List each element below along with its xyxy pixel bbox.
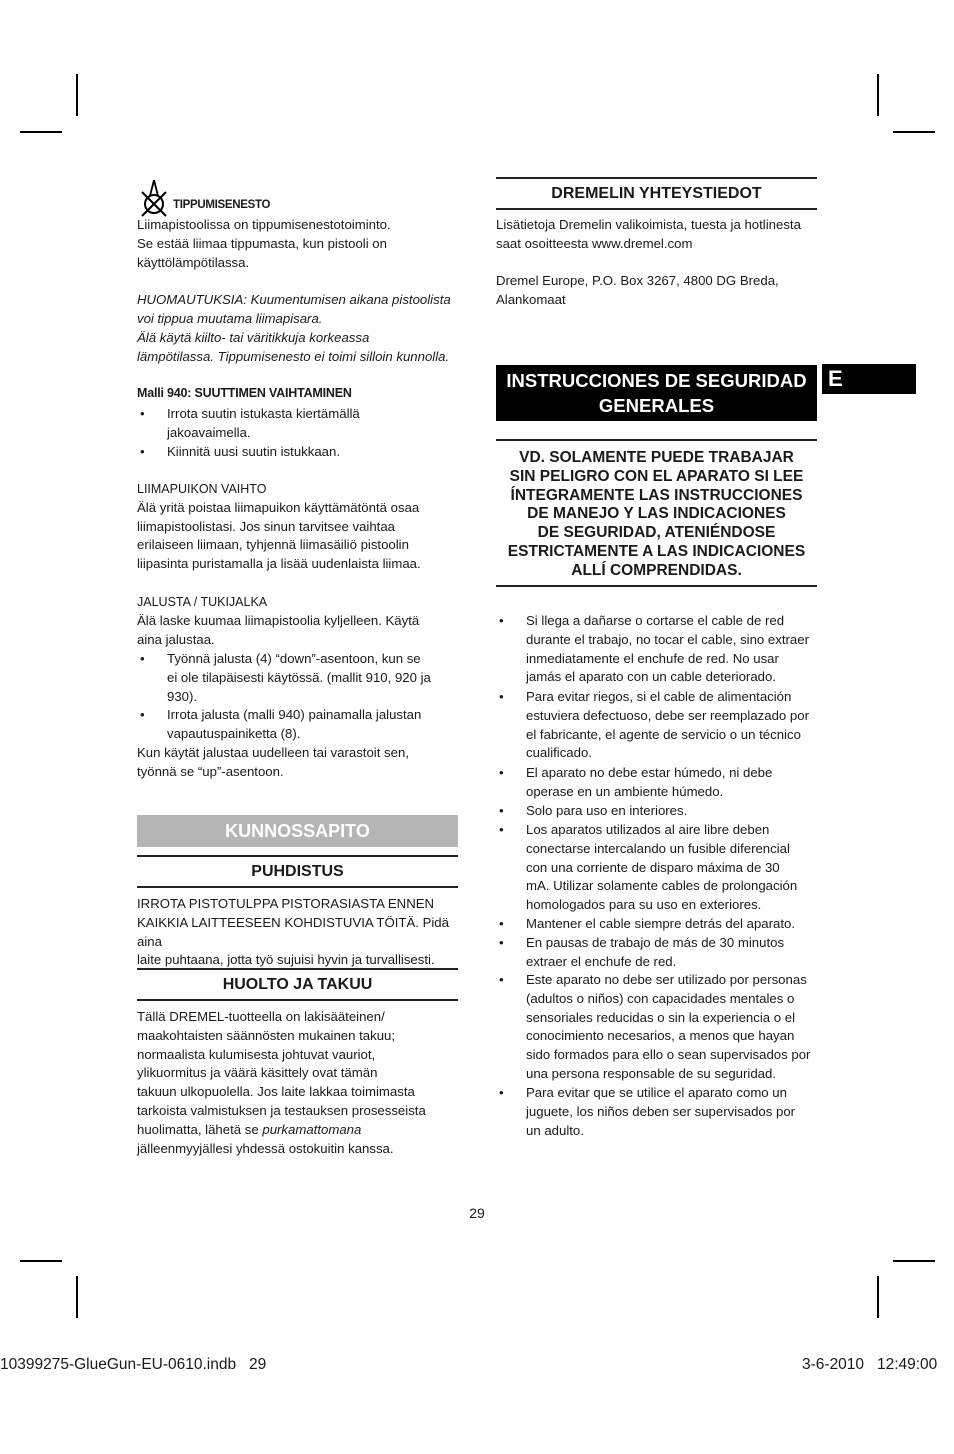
divider	[496, 177, 817, 179]
text-line: huolimatta, lähetä se purkamattomana	[137, 1121, 362, 1137]
huolto-heading: HUOLTO JA TAKUU	[222, 976, 373, 993]
text-line: erilaiseen liimaan, tyhjennä liimasäiliö pistoolin	[137, 537, 409, 553]
divider	[496, 585, 817, 587]
jalusta-text	[137, 593, 467, 649]
text-line: käyttölämpötilassa.	[137, 254, 250, 270]
divider	[137, 968, 458, 970]
text-line: tarkoista valmistuksen ja testauksen prosesseista	[137, 1102, 426, 1118]
list-item: • Este aparato no debe ser utilizado por personas (adultos o niños) con capacidades mentales o sensoriales reducidas o sin la experiencia o el conocimiento necesarios, a menos que hayan sido formados para ello o sean supervisados por una persona responsable de su seguridad.	[499, 972, 811, 1081]
list-item: • Para evitar riegos, si el cable de alimentación estuviera defectuoso, debe ser reemplazado por el fabricante, el agente de servicio o un técnico cualificado.	[499, 689, 809, 761]
puhdistus-text	[137, 895, 467, 970]
no-drip-icon	[139, 176, 169, 218]
instrucciones-heading	[496, 365, 817, 421]
jalusta-after	[137, 744, 467, 782]
language-tab	[822, 364, 916, 394]
note-line: lämpötilassa. Tippumisenesto ei toimi silloin kunnolla.	[137, 348, 450, 364]
list-item: • El aparato no debe estar húmedo, ni debe operase en un ambiente húmedo.	[499, 765, 773, 799]
text-line: maakohtaisten säännösten mukainen takuu;	[137, 1027, 396, 1043]
text-line: aina jalustaa.	[137, 631, 215, 647]
text-line: Älä yritä poistaa liimapuikon käyttämätöntä osaa	[137, 499, 420, 515]
crop-mark	[893, 131, 935, 133]
text-line: liipasinta puristamalla ja lisää uudenlaista liimaa.	[137, 556, 421, 572]
divider	[137, 999, 458, 1001]
text-line: Se estää liimaa tippumasta, kun pistooli on	[137, 235, 387, 251]
malli-title: Malli 940: SUUTTIMEN VAIHTAMINEN	[137, 386, 352, 400]
text-line: liimapistoolistasi. Jos sinun tarvitsee vaihtaa	[137, 518, 396, 534]
kunnossapito-heading: KUNNOSSAPITO	[137, 815, 458, 847]
list-item: • Irrota jalusta (malli 940) painamalla jalustan vapautuspainiketta (8).	[140, 707, 422, 741]
tippu-title: TIPPUMISENESTO	[173, 199, 271, 211]
text-line: laite puhtaana, jotta työ sujuisi hyvin ja turvallisesti.	[137, 952, 435, 968]
text-line: Lisätietoja Dremelin valikoimista, tuesta ja hotlinesta	[496, 217, 801, 232]
text-line: IRROTA PISTOTULPPA PISTORASIASTA ENNEN	[137, 896, 435, 911]
warning-line: VD. SOLAMENTE PUEDE TRABAJAR	[519, 449, 794, 466]
list-item: • Solo para uso en interiores.	[499, 803, 688, 818]
divider	[137, 886, 458, 888]
warning-line: DE MANEJO Y LAS INDICACIONES	[527, 505, 786, 523]
crop-mark	[20, 131, 62, 133]
warning-line: ALLÍ COMPRENDIDAS.	[571, 561, 742, 579]
footer-date: 3-6-2010 12:49:00	[802, 1356, 938, 1373]
note-line: HUOMAUTUKSIA: Kuumentumisen aikana pistoolista	[137, 292, 451, 308]
list-item: • En pausas de trabajo de más de 30 minutos extraer el enchufe de red.	[499, 935, 785, 969]
list-item: • Irrota suutin istukasta kiertämällä jakoavaimella.	[140, 406, 360, 440]
divider	[496, 439, 817, 441]
liima-title: LIIMAPUIKON VAIHTO	[137, 482, 267, 496]
divider	[496, 208, 817, 210]
language-tab-label: E	[828, 366, 843, 391]
text-line: Dremel Europe, P.O. Box 3267, 4800 DG Breda,	[496, 273, 779, 289]
heading-line: GENERALES	[598, 395, 715, 416]
text-line: jälleenmyyjällesi yhdessä ostokuitin kanssa.	[137, 1140, 394, 1156]
footer-file: 10399275-GlueGun-EU-0610.indb 29	[0, 1356, 267, 1373]
crop-mark	[877, 1276, 879, 1318]
warning-line: ESTRICTAMENTE A LAS INDICACIONES	[507, 542, 806, 560]
heading-line: INSTRUCCIONES DE SEGURIDAD	[506, 370, 807, 391]
crop-mark	[20, 1260, 62, 1262]
text-line: työnnä se “up”-asentoon.	[137, 763, 284, 779]
text-line: Alankomaat	[496, 292, 566, 308]
crop-mark	[893, 1260, 935, 1262]
liima-text	[137, 480, 467, 574]
crop-mark	[877, 74, 879, 116]
text-line: KAIKKIA LAITTEESEEN KOHDISTUVIA TÖITÄ. Pidä aina	[137, 914, 449, 949]
puhdistus-heading: PUHDISTUS	[251, 863, 344, 880]
divider	[137, 855, 458, 857]
note-line: Älä käytä kiilto- tai väritikkuja korkeassa	[137, 329, 370, 345]
list-item: • Mantener el cable siempre detrás del aparato.	[499, 916, 796, 931]
left-column	[137, 0, 459, 1200]
text-line: Tällä DREMEL-tuotteella on lakisääteinen/	[137, 1009, 385, 1024]
jalusta-title: JALUSTA / TUKIJALKA	[137, 595, 268, 609]
right-column	[496, 0, 818, 1200]
list-item: • Los aparatos utilizados al aire libre deben conectarse intercalando un fusible diferencial con una corriente de disparo máxima de 30 mA. Utilizar solamente cables de prolongación homologados para su uso en exteriores.	[499, 822, 798, 913]
note-line: voi tippua muutama liimapisara.	[137, 310, 323, 326]
huolto-text	[137, 1008, 467, 1158]
warning-text	[496, 449, 817, 581]
italic-word: purkamattomana	[262, 1121, 362, 1137]
text-line: Kun käytät jalustaa uudelleen tai varastoit sen,	[137, 745, 409, 760]
text-line: takuun ulkopuolella. Jos laite lakkaa toimimasta	[137, 1084, 415, 1100]
yhteys-heading: DREMELIN YHTEYSTIEDOT	[551, 185, 762, 202]
warning-line: DE SEGURIDAD, ATENIÉNDOSE	[537, 524, 776, 542]
text-line: saat osoitteesta www.dremel.com	[496, 235, 693, 251]
text-line: normaalista kulumisesta johtuvat vauriot,	[137, 1046, 376, 1062]
text-line: Liimapistoolissa on tippumisenestotoiminto.	[137, 217, 391, 232]
text-line: Älä laske kuumaa liimapistoolia kyljelleen. Käytä	[137, 612, 420, 628]
yhteys-text	[496, 216, 826, 310]
crop-mark	[76, 74, 78, 116]
tippu-text	[137, 216, 467, 366]
page-number: 29	[469, 1205, 485, 1221]
list-item: • Työnnä jalusta (4) “down”-asentoon, kun se ei ole tilapäisesti käytössä. (mallit 910, 920 ja 930).	[140, 651, 431, 704]
warning-line: ÍNTEGRAMENTE LAS INSTRUCCIONES	[510, 486, 803, 504]
text-line: ylikuormitus ja väärä käsittely ovat tämän	[137, 1065, 378, 1081]
list-item: • Kiinnitä uusi suutin istukkaan.	[140, 444, 341, 459]
list-item: • Si llega a dañarse o cortarse el cable de red durante el trabajo, no tocar el cable, sino extraer inmediatamente el enchufe de red. No usar jamás el aparato con un cable deteriorado.	[499, 613, 809, 685]
list-item: • Para evitar que se utilice el aparato como un juguete, los niños deben ser supervisados por un adulto.	[499, 1085, 796, 1138]
crop-mark	[76, 1276, 78, 1318]
warning-line: SIN PELIGRO CON EL APARATO SI LEE	[509, 467, 804, 485]
